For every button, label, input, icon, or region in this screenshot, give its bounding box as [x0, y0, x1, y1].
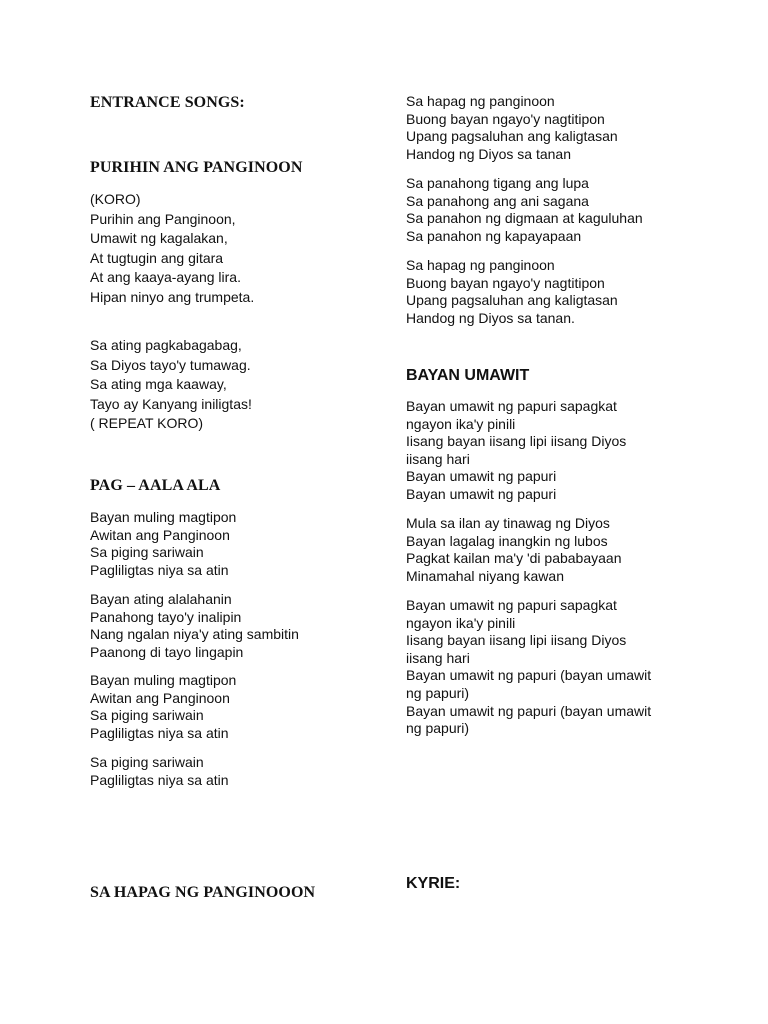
purihin-verse — [90, 336, 252, 434]
lyric-line: Sa ating pagkabagabag, — [90, 337, 242, 353]
pag-aala-ala-title: PAG – AALA ALA — [90, 477, 221, 494]
lyric-line: Pagliligtas niya sa atin — [90, 771, 229, 788]
lyric-line: Sa panahon ng digmaan at kaguluhan — [406, 210, 643, 227]
lyric-line: Sa panahon ng kapayapaan — [406, 227, 582, 244]
lyric-line: At ang kaaya-ayang lira. — [90, 269, 241, 285]
pag-aala-ala-stanza-2 — [90, 591, 299, 661]
lyric-line: Tayo ay Kanyang iniligtas! — [90, 395, 252, 412]
lyric-line: Awitan ang Panginoon — [90, 689, 230, 706]
pag-aala-ala-stanza-1 — [90, 509, 236, 579]
purihin-title: PURIHIN ANG PANGINOON — [90, 159, 303, 176]
lyric-line: Sa piging sariwain — [90, 707, 204, 724]
lyric-line: ng papuri) — [406, 684, 470, 701]
bayan-umawit-stanza-1 — [406, 398, 626, 504]
sa-hapag-stanza-2 — [406, 175, 643, 245]
lyric-line: Bayan muling magtipon — [90, 509, 237, 525]
lyric-line: ng papuri) — [406, 720, 470, 737]
lyric-line: Bayan umawit ng papuri (bayan umawit — [406, 667, 652, 684]
lyric-line: Sa hapag ng panginoon — [406, 257, 555, 273]
lyric-line: Upang pagsaluhan ang kaligtasan — [406, 128, 618, 145]
lyric-line: Nang ngalan niya'y ating sambitin — [90, 626, 299, 643]
lyric-line: Bayan umawit ng papuri — [406, 468, 557, 485]
entrance-songs-heading: ENTRANCE SONGS: — [90, 94, 245, 111]
lyric-line: Handog ng Diyos sa tanan. — [406, 309, 575, 326]
lyric-line: Sa panahong ang ani sagana — [406, 192, 589, 209]
lyric-line: ( REPEAT KORO) — [90, 415, 204, 431]
lyric-line: Bayan umawit ng papuri sapagkat — [406, 597, 617, 613]
pag-aala-ala-stanza-4 — [90, 754, 229, 789]
lyric-line: At tugtugin ang gitara — [90, 249, 224, 266]
lyric-line: Sa Diyos tayo'y tumawag. — [90, 356, 251, 373]
lyric-line: Iisang bayan iisang lipi iisang Diyos — [406, 632, 627, 649]
lyric-line: Bayan lagalag inangkin ng lubos — [406, 532, 608, 549]
lyric-line: iisang hari — [406, 450, 470, 467]
lyric-line: Bayan ating alalahanin — [90, 591, 232, 607]
lyric-line: Paanong di tayo lingapin — [90, 643, 244, 660]
lyric-line: ngayon ika'y pinili — [406, 614, 516, 631]
lyric-line: Sa ating mga kaaway, — [90, 376, 227, 392]
lyric-line: Handog ng Diyos sa tanan — [406, 145, 571, 162]
lyric-line: iisang hari — [406, 649, 470, 666]
sa-hapag-title: SA HAPAG NG PANGINOOON — [90, 884, 316, 901]
lyric-line: Pagliligtas niya sa atin — [90, 724, 229, 741]
lyric-line: Awitan ang Panginoon — [90, 526, 230, 543]
lyric-line: Buong bayan ngayo'y nagtitipon — [406, 110, 605, 127]
lyric-line: Sa panahong tigang ang lupa — [406, 175, 589, 191]
bayan-umawit-stanza-3 — [406, 597, 651, 738]
lyric-line: Bayan muling magtipon — [90, 672, 237, 688]
pag-aala-ala-stanza-3 — [90, 672, 236, 742]
lyric-line: Bayan umawit ng papuri — [406, 485, 557, 502]
lyric-line: ngayon ika'y pinili — [406, 415, 516, 432]
lyric-line: Panahong tayo'y inalipin — [90, 608, 242, 625]
lyric-line: Sa hapag ng panginoon — [406, 93, 555, 109]
lyric-line: Sa piging sariwain — [90, 544, 204, 561]
lyric-line: Bayan umawit ng papuri (bayan umawit — [406, 702, 652, 719]
lyric-line: Pagliligtas niya sa atin — [90, 561, 229, 578]
lyric-line: Minamahal niyang kawan — [406, 567, 564, 584]
lyric-line: Iisang bayan iisang lipi iisang Diyos — [406, 433, 627, 450]
lyric-line: Mula sa ilan ay tinawag ng Diyos — [406, 515, 610, 531]
lyric-line: Umawit ng kagalakan, — [90, 230, 228, 246]
sa-hapag-stanza-1 — [406, 93, 618, 163]
bayan-umawit-stanza-2 — [406, 515, 622, 585]
lyric-line: Pagkat kailan ma'y 'di pababayaan — [406, 550, 622, 567]
lyric-line: Upang pagsaluhan ang kaligtasan — [406, 292, 618, 309]
kyrie-title: KYRIE: — [406, 875, 461, 892]
lyric-line: Hipan ninyo ang trumpeta. — [90, 288, 255, 305]
lyric-line: Purihin ang Panginoon, — [90, 210, 236, 227]
lyric-line: Buong bayan ngayo'y nagtitipon — [406, 274, 605, 291]
lyric-line: Bayan umawit ng papuri sapagkat — [406, 398, 617, 414]
lyric-line: (KORO) — [90, 191, 141, 207]
sa-hapag-stanza-3 — [406, 257, 618, 327]
lyric-line: Sa piging sariwain — [90, 754, 204, 770]
purihin-chorus — [90, 190, 254, 307]
bayan-umawit-title: BAYAN UMAWIT — [406, 367, 530, 384]
